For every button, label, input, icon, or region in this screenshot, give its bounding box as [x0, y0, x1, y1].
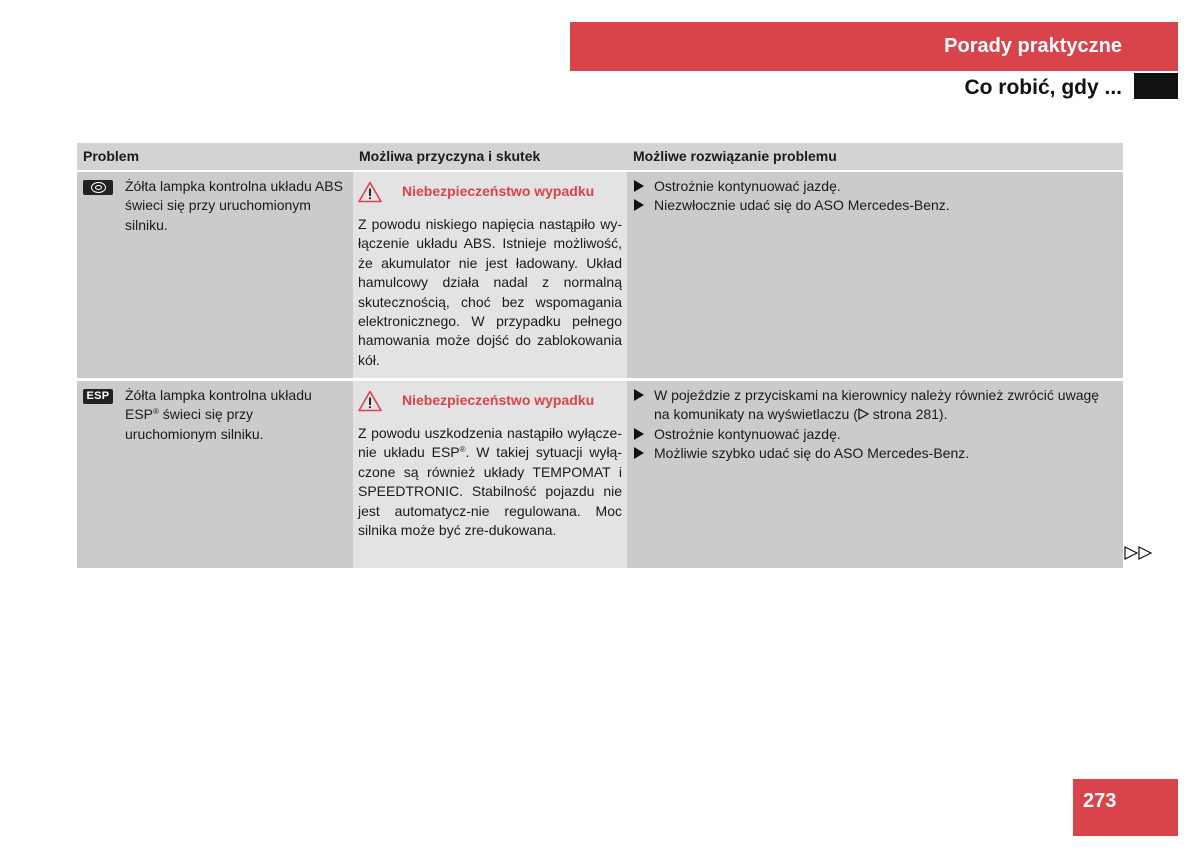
- page-reference-icon: [858, 408, 869, 420]
- double-triangle-continue-icon: [1124, 545, 1154, 561]
- warning-triangle-icon: [358, 181, 382, 203]
- table-header: [77, 143, 1123, 170]
- column-header-problem: Problem: [83, 148, 140, 164]
- page-subtitle: Co robić, gdy ...: [964, 76, 1122, 99]
- subtitle-marker: [1134, 73, 1178, 99]
- column-header-cause: Możliwa przyczyna i skutek: [359, 148, 541, 164]
- bullet-arrow-icon: [634, 180, 644, 192]
- bullet-arrow-icon: [634, 389, 644, 401]
- cause-text: Z powodu uszkodzenia nastąpiło wyłącze-nie układu ESP®. W takiej sytuacji wyłą-czone są również układy TEMPOMAT i SPEEDTRONIC. Stabilność pojazdu nie jest automatycz-nie regulowana. Moc silnika może być zre-dukowana.: [358, 425, 622, 539]
- solution-text: Ostrożnie kontynuować jazdę.: [654, 178, 841, 194]
- danger-heading: [358, 177, 622, 207]
- bullet-arrow-icon: [634, 428, 644, 440]
- solution-text: Niezwłocznie udać się do ASO Mercedes-Benz.: [654, 197, 950, 214]
- danger-title: Niebezpieczeństwo wypadku: [402, 392, 595, 409]
- bullet-arrow-icon: [634, 199, 644, 211]
- esp-warning-lamp-icon: ESP: [83, 389, 113, 404]
- list-item: [632, 196, 1118, 215]
- table-row: [77, 381, 1123, 568]
- page-number: 273: [1083, 790, 1117, 812]
- bullet-arrow-icon: [634, 447, 644, 459]
- solution-text: Ostrożnie kontynuować jazdę.: [654, 425, 841, 442]
- column-header-solution: Możliwe rozwiązanie problemu: [633, 148, 837, 164]
- cause-cell: [353, 381, 627, 568]
- section-title: Porady praktyczne: [944, 35, 1122, 57]
- problem-cell: [77, 381, 353, 568]
- danger-heading: [358, 386, 622, 416]
- troubleshooting-table: [77, 143, 1123, 568]
- list-item: [632, 177, 1118, 196]
- problem-cell: [77, 172, 353, 378]
- page-number-box: [1073, 779, 1178, 836]
- solution-text: W pojeździe z przyciskami na kierownicy należy również zwrócić uwagę na komunikaty na wyświetlaczu ( strona 281).: [654, 387, 1100, 423]
- cause-cell: [353, 172, 627, 378]
- cause-text: Z powodu niskiego napięcia nastąpiło wy-łączenie układu ABS. Istnieje możliwość, że akumulator nie jest ładowany. Układ hamulcowy działa nadal z normalną skutecznością, choć bez wspomagania elektronicznego. W przypadku pełnego hamowania może dojść do zablokowania kół.: [358, 216, 622, 368]
- solution-cell: [627, 381, 1123, 568]
- problem-text: Żółta lampka kontrolna układu ABS świeci się przy uruchomionym silniku.: [125, 178, 343, 233]
- problem-text: Żółta lampka kontrolna układu ESP® świeci się przy uruchomionym silniku.: [125, 387, 312, 442]
- list-item: [632, 444, 1118, 463]
- warning-triangle-icon: [358, 390, 382, 412]
- list-item: [632, 425, 1118, 444]
- danger-title: Niebezpieczeństwo wypadku: [402, 183, 595, 200]
- section-title-bar: [570, 22, 1178, 71]
- solution-cell: [627, 172, 1123, 378]
- table-row: [77, 172, 1123, 378]
- list-item: [632, 386, 1118, 425]
- solution-text: Możliwie szybko udać się do ASO Mercedes-Benz.: [654, 445, 970, 462]
- abs-warning-lamp-icon: [83, 180, 113, 195]
